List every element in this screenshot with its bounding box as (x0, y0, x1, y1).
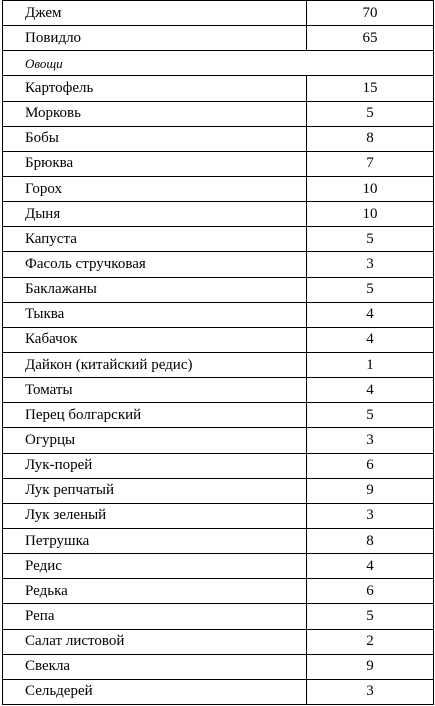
table-row (3, 654, 434, 679)
row-value: 10 (307, 176, 434, 201)
table-row (3, 428, 434, 453)
row-value: 65 (307, 26, 434, 51)
table-row (3, 528, 434, 553)
row-name: Лук зеленый (3, 503, 307, 528)
row-value: 9 (307, 654, 434, 679)
row-value: 7 (307, 151, 434, 176)
row-value: 6 (307, 453, 434, 478)
table-row (3, 202, 434, 227)
row-name: Горох (3, 176, 307, 201)
row-name: Огурцы (3, 428, 307, 453)
table-row (3, 352, 434, 377)
table-row (3, 604, 434, 629)
table-body (3, 1, 434, 705)
row-value: 5 (307, 403, 434, 428)
row-name: Баклажаны (3, 277, 307, 302)
row-value: 4 (307, 327, 434, 352)
row-value: 2 (307, 629, 434, 654)
row-name: Перец болгарский (3, 403, 307, 428)
row-name: Кабачок (3, 327, 307, 352)
table-row (3, 101, 434, 126)
table-row (3, 252, 434, 277)
row-name: Бобы (3, 126, 307, 151)
row-name: Лук-порей (3, 453, 307, 478)
food-table (2, 0, 434, 705)
row-value: 5 (307, 604, 434, 629)
row-name: Повидло (3, 26, 307, 51)
row-name: Свекла (3, 654, 307, 679)
row-value: 8 (307, 528, 434, 553)
table-row (3, 453, 434, 478)
table-row (3, 579, 434, 604)
row-value: 8 (307, 126, 434, 151)
row-name: Дыня (3, 202, 307, 227)
row-value: 3 (307, 503, 434, 528)
table-row (3, 629, 434, 654)
table-row (3, 503, 434, 528)
table-row (3, 478, 434, 503)
row-value: 6 (307, 579, 434, 604)
row-value: 3 (307, 428, 434, 453)
row-name: Лук репчатый (3, 478, 307, 503)
table-row (3, 126, 434, 151)
table-row (3, 403, 434, 428)
table-row (3, 679, 434, 704)
row-name: Репа (3, 604, 307, 629)
row-name: Джем (3, 1, 307, 26)
table-row (3, 1, 434, 26)
table-row (3, 176, 434, 201)
row-value: 10 (307, 202, 434, 227)
row-name: Тыква (3, 302, 307, 327)
table-row (3, 378, 434, 403)
row-name: Дайкон (китайский редис) (3, 352, 307, 377)
row-value: 1 (307, 352, 434, 377)
row-value: 4 (307, 302, 434, 327)
table-row (3, 302, 434, 327)
row-value: 70 (307, 1, 434, 26)
table-row (3, 26, 434, 51)
row-name: Капуста (3, 227, 307, 252)
row-value: 3 (307, 679, 434, 704)
row-value: 3 (307, 252, 434, 277)
row-value: 9 (307, 478, 434, 503)
table-row (3, 76, 434, 101)
row-value: 4 (307, 554, 434, 579)
table-row (3, 277, 434, 302)
row-value: 5 (307, 227, 434, 252)
row-name: Редька (3, 579, 307, 604)
table-row (3, 151, 434, 176)
section-row (3, 51, 434, 76)
row-name: Томаты (3, 378, 307, 403)
row-name: Фасоль стручковая (3, 252, 307, 277)
row-value: 5 (307, 101, 434, 126)
row-name: Редис (3, 554, 307, 579)
table-row (3, 327, 434, 352)
row-name: Брюква (3, 151, 307, 176)
row-name: Петрушка (3, 528, 307, 553)
section-title: Овощи (3, 51, 434, 76)
row-name: Картофель (3, 76, 307, 101)
row-value: 4 (307, 378, 434, 403)
row-value: 15 (307, 76, 434, 101)
row-name: Салат листовой (3, 629, 307, 654)
table-row (3, 227, 434, 252)
row-value: 5 (307, 277, 434, 302)
table-row (3, 554, 434, 579)
row-name: Сельдерей (3, 679, 307, 704)
row-name: Морковь (3, 101, 307, 126)
